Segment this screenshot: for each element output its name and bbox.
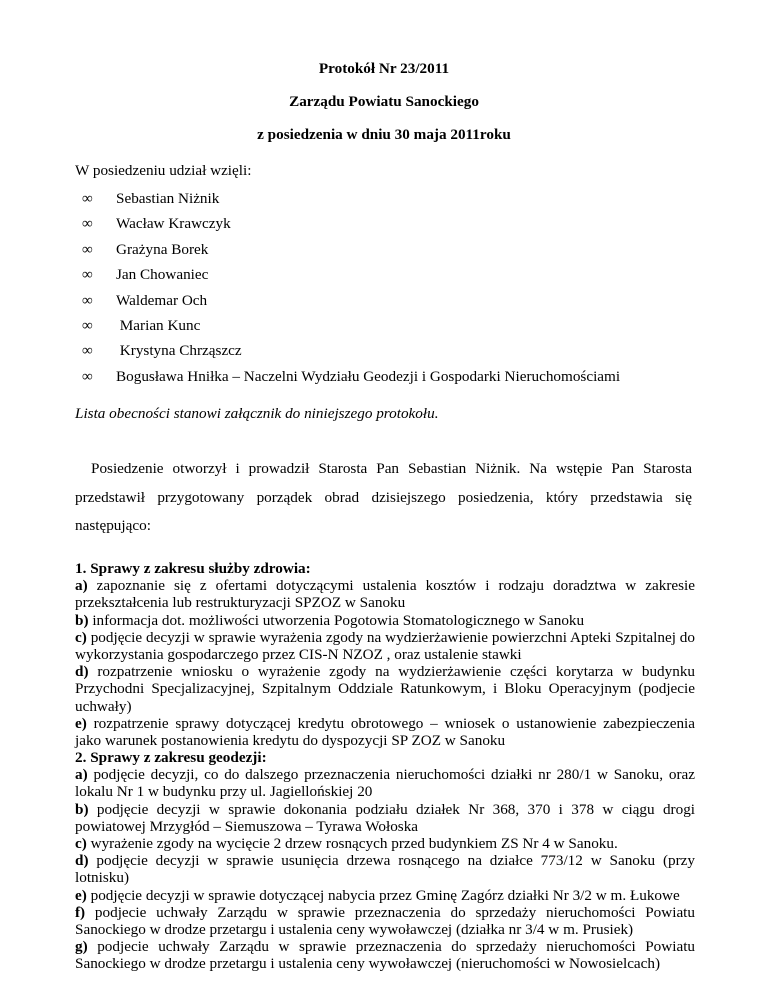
item-text: wyrażenie zgody na wycięcie 2 drzew rosnących przed budynkiem ZS Nr 4 w Sanoku.	[90, 835, 618, 853]
item-letter: a)	[75, 766, 88, 784]
infinity-bullet-icon: ∞	[82, 342, 93, 360]
opening-paragraph: Posiedzenie otworzył i prowadził Starosta Pan Sebastian Niżnik. Na wstępie Pan Starosta przedstawił przygotowany porządek obrad dzisiejszego posiedzenia, który przedstawia się następująco:	[75, 460, 692, 534]
attendee-name: Marian Kunc	[116, 316, 201, 334]
agenda-item	[75, 938, 695, 972]
item-text: informacja dot. możliwości utworzenia Pogotowia Stomatologicznego w Sanoku	[92, 611, 585, 629]
item-text: podjecie uchwały Zarządu w sprawie przeznaczenia do sprzedaży nieruchomości Powiatu Sanockiego w drodze przetargu i ustalenia ceny wywoławczej (działka nr 3/4 w m. Prusiek)	[75, 903, 695, 939]
item-letter: a)	[75, 577, 88, 595]
item-letter: e)	[75, 714, 87, 732]
attendee-item	[82, 265, 620, 290]
item-text: zapoznanie się z ofertami dotyczącymi ustalenia kosztów i rodzaju doradztwa w zakresie przekształcenia lub restrukturyzacji SPZOZ w Sanoku	[75, 577, 695, 612]
infinity-bullet-icon: ∞	[82, 215, 93, 233]
item-letter: e)	[75, 886, 87, 904]
section-title: 2. Sprawy z zakresu geodezji:	[75, 749, 267, 766]
board-name: Zarządu Powiatu Sanockiego	[289, 93, 479, 110]
agenda-item	[75, 852, 695, 886]
section-title: 1. Sprawy z zakresu służby zdrowia:	[75, 560, 311, 577]
item-text: rozpatrzenie wniosku o wyrażenie zgody na wydzierżawienie części korytarza w budynku Przychodni Specjalizacyjnej, Szpitalnym Oddziale Ratunkowym, i Bloku Operacyjnym (podjecie uchwały)	[75, 663, 696, 715]
attendee-item	[82, 291, 620, 316]
attendee-item	[82, 341, 620, 366]
infinity-bullet-icon: ∞	[82, 367, 93, 385]
item-letter: d)	[75, 663, 89, 681]
agenda-item	[75, 887, 695, 904]
attendance-intro: W posiedzeniu udział wzięli:	[75, 162, 252, 179]
attendee-name: Wacław Krawczyk	[116, 215, 231, 233]
attendee-name: Sebastian Niżnik	[116, 190, 220, 207]
attendee-name: Krystyna Chrząszcz	[116, 342, 242, 360]
agenda-item	[75, 577, 695, 611]
attendee-name: Grażyna Borek	[116, 240, 209, 258]
item-letter: c)	[75, 835, 87, 853]
attendee-item	[82, 189, 620, 214]
section-health	[75, 560, 695, 749]
item-text: podjęcie decyzji w sprawie usunięcia drzewa rosnącego na działce 773/12 w Sanoku (przy lotnisku)	[75, 852, 695, 887]
agenda-item	[75, 663, 695, 715]
infinity-bullet-icon: ∞	[82, 190, 93, 207]
infinity-bullet-icon: ∞	[82, 266, 93, 284]
infinity-bullet-icon: ∞	[82, 291, 93, 309]
infinity-bullet-icon: ∞	[82, 316, 93, 334]
item-letter: b)	[75, 611, 89, 629]
item-letter: g)	[75, 938, 88, 956]
attendee-item	[82, 240, 620, 265]
item-text: podjecie uchwały Zarządu w sprawie przeznaczenia do sprzedaży nieruchomości Powiatu Sanockiego w drodze przetargu i ustalenia ceny wywoławczej (nieruchomości w Nowosielcach)	[75, 938, 696, 973]
agenda-item	[75, 612, 695, 629]
attendee-name: Jan Chowaniec	[116, 266, 209, 284]
attendee-name: Waldemar Och	[116, 291, 208, 309]
item-text: podjęcie decyzji w sprawie dotyczącej nabycia przez Gminę Zagórz działki Nr 3/2 w m. Łukowe	[90, 886, 680, 904]
item-letter: f)	[75, 903, 86, 921]
agenda-item	[75, 766, 695, 800]
attendee-item	[82, 367, 620, 392]
protocol-number: Protokół Nr 23/2011	[318, 60, 450, 77]
item-text: podjęcie decyzji w sprawie dokonania podziału działek Nr 368, 370 i 378 w ciągu drogi powiatowej Mrzygłód – Siemuszowa – Tyrawa Wołoska	[75, 800, 696, 835]
agenda-item	[75, 904, 695, 938]
attendee-item	[82, 316, 620, 341]
section-geodesy	[75, 749, 695, 973]
attendee-item	[82, 214, 620, 239]
agenda-item	[75, 629, 695, 663]
item-text: podjęcie decyzji, co do dalszego przeznaczenia nieruchomości działki nr 280/1 w Sanoku, oraz lokalu Nr 1 w budynku przy ul. Jagiellońskiej 20	[75, 766, 695, 801]
item-letter: d)	[75, 852, 89, 870]
item-letter: c)	[75, 628, 87, 646]
attendance-note: Lista obecności stanowi załącznik do niniejszego protokołu.	[75, 405, 439, 422]
item-letter: b)	[75, 800, 89, 818]
item-text: rozpatrzenie sprawy dotyczącej kredytu obrotowego – wniosek o ustanowienie zabezpieczenia jako warunek postanowienia kredytu do dyspozycji SP ZOZ w Sanoku	[75, 714, 696, 750]
agenda-item	[75, 835, 695, 852]
attendee-list	[82, 189, 620, 392]
item-text: podjęcie decyzji w sprawie wyrażenia zgody na wydzierżawienie powierzchni Apteki Szpitalnej do wykorzystania gospodarczego przez CIS-N NZOZ , oraz ustalenie stawki	[75, 628, 695, 664]
meeting-date: z posiedzenia w dniu 30 maja 2011roku	[257, 126, 511, 143]
agenda-item	[75, 715, 695, 749]
attendee-name: Bogusława Hniłka – Naczelni Wydziału Geodezji i Gospodarki Nieruchomościami	[116, 367, 621, 385]
agenda-item	[75, 801, 695, 835]
infinity-bullet-icon: ∞	[82, 240, 93, 258]
